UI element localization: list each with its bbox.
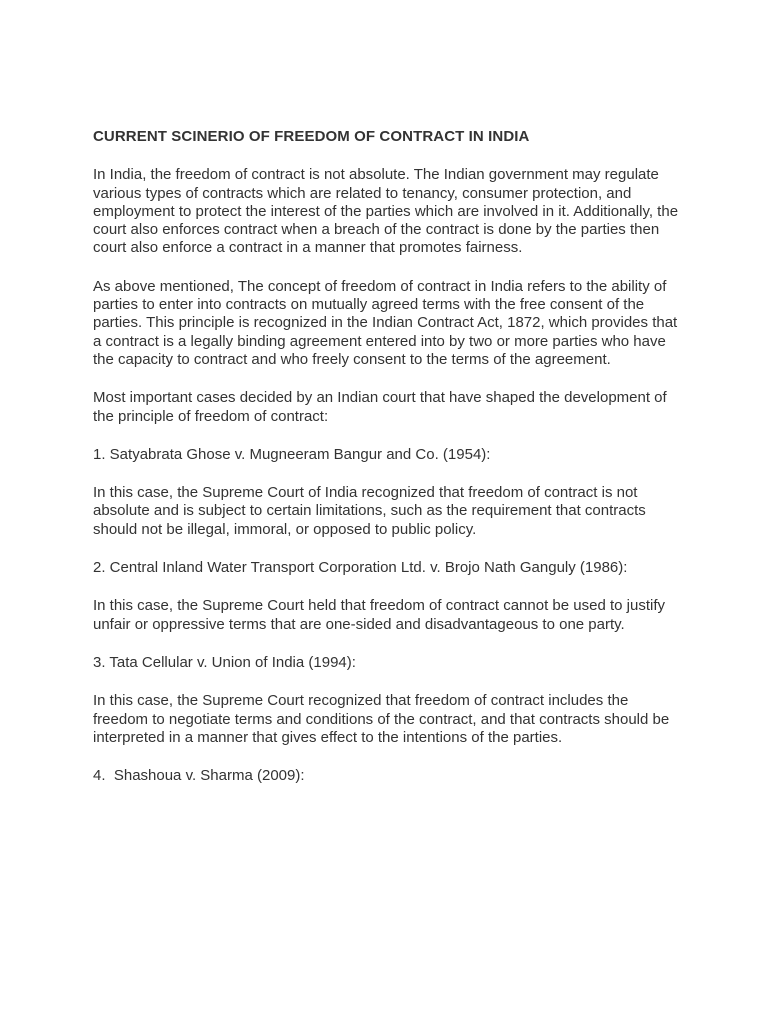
document-title: CURRENT SCINERIO OF FREEDOM OF CONTRACT IN INDIA	[93, 128, 530, 145]
case-heading-1: 1. Satyabrata Ghose v. Mugneeram Bangur and Co. (1954):	[93, 445, 491, 463]
paragraph-intro: In India, the freedom of contract is not absolute. The Indian government may regulate various types of contracts which are related to tenancy, consumer protection, and employment to protect the interest of the parties which are involved in it. Additionally, the court also enforces contract when a breach of the contract is done by the parties then court also enforce a contract in a manner that promotes fairness.	[93, 166, 679, 257]
case-heading-3: 3. Tata Cellular v. Union of India (1994):	[93, 653, 356, 671]
case-body-2: In this case, the Supreme Court held that freedom of contract cannot be used to justify unfair or oppressive terms that are one-sided and disadvantageous to one party.	[93, 597, 665, 633]
case-body-1: In this case, the Supreme Court of India recognized that freedom of contract is not absolute and is subject to certain limitations, such as the requirement that contracts should not be illegal, immoral, or opposed to public policy.	[93, 484, 646, 538]
case-body-3: In this case, the Supreme Court recognized that freedom of contract includes the freedom to negotiate terms and conditions of the contract, and that contracts should be interpreted in a manner that gives effect to the intentions of the parties.	[93, 692, 670, 746]
case-heading-2: 2. Central Inland Water Transport Corporation Ltd. v. Brojo Nath Ganguly (1986):	[93, 559, 628, 577]
paragraph-concept: As above mentioned, The concept of freedom of contract in India refers to the ability of parties to enter into contracts on mutually agreed terms with the free consent of the parties. This principle is recognized in the Indian Contract Act, 1872, which provides that a contract is a legally binding agreement entered into by two or more parties who have the capacity to contract and who freely consent to the terms of the agreement.	[93, 277, 678, 368]
paragraph-cases-intro: Most important cases decided by an Indian court that have shaped the development of the principle of freedom of contract:	[93, 389, 667, 425]
case-heading-4: 4. Shashoua v. Sharma (2009):	[93, 767, 305, 785]
document-body	[93, 128, 683, 805]
